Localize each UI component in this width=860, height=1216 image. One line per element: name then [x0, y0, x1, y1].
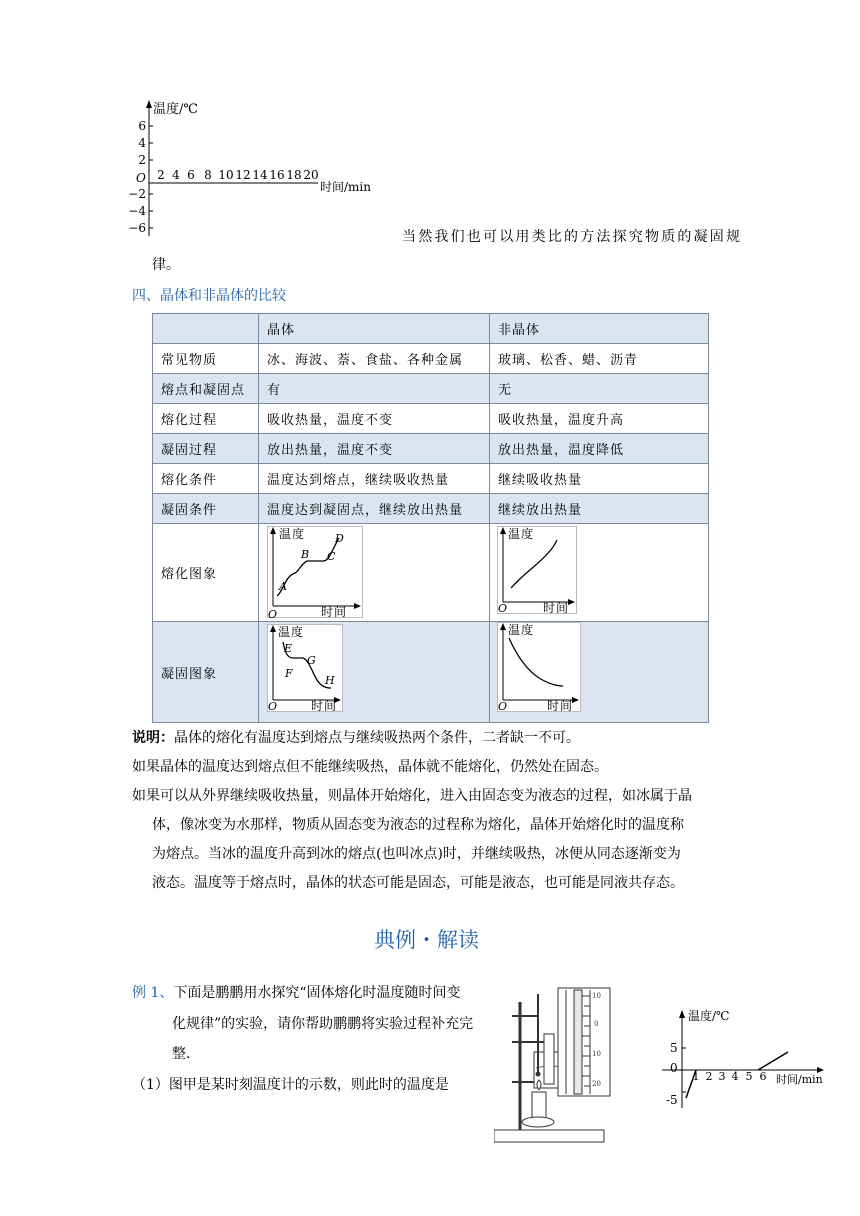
table-cell: 温度达到熔点，继续吸收热量 — [259, 464, 490, 494]
crystal-melting-graph-cell — [259, 524, 490, 622]
x-tick: 1 — [692, 1070, 700, 1083]
y-tick: −2 — [128, 187, 146, 201]
y-tick: 6 — [138, 119, 146, 133]
crystal-solidifying-graph-cell — [259, 622, 490, 723]
table-row — [153, 344, 709, 374]
table-row — [153, 464, 709, 494]
x-tick: 10 — [218, 168, 234, 182]
origin-label: O — [136, 171, 146, 185]
paragraph-2-line: 为熔点。当冰的温度升高到冰的熔点(也叫冰点)时，并继续吸热，冰便从同态逐渐变为 — [152, 846, 681, 862]
point-label: F — [285, 667, 294, 680]
y-tick: −6 — [128, 221, 146, 235]
section-heading: 典例・解读 — [374, 928, 479, 952]
x-tick: 14 — [252, 168, 268, 182]
y-tick: 5 — [670, 1041, 678, 1055]
point-label: C — [327, 550, 337, 563]
table-row-melting-graph — [153, 524, 709, 622]
intro-line-1: 当然我们也可以用类比的方法探究物质的凝固规 — [402, 229, 743, 245]
x-tick: 6 — [759, 1070, 767, 1083]
origin-label: O — [498, 602, 509, 614]
point-label: E — [284, 642, 294, 655]
table-cell: 继续吸收热量 — [490, 464, 709, 494]
x-tick: 12 — [235, 168, 251, 182]
note-text: 晶体的熔化有温度达到熔点与继续吸热两个条件，二者缺一不可。 — [174, 730, 580, 746]
x-tick: 2 — [705, 1070, 713, 1083]
table-row — [153, 374, 709, 404]
y-axis-label: 温度/℃ — [688, 1009, 730, 1023]
amorphous-melting-graph — [497, 526, 577, 614]
temperature-time-graph — [652, 1008, 828, 1112]
table-cell: 熔化条件 — [153, 464, 259, 494]
table-cell: 继续放出热量 — [490, 494, 709, 524]
scale-label: 20 — [592, 1080, 601, 1088]
x-tick: 6 — [187, 168, 195, 182]
temp-label: 温度 — [508, 623, 535, 637]
y-axis-label: 温度/℃ — [153, 102, 198, 117]
origin-label: O — [268, 608, 279, 618]
table-row-solidifying-graph — [153, 622, 709, 723]
x-tick: 4 — [731, 1070, 739, 1083]
lab-apparatus-illustration — [494, 980, 626, 1146]
origin-label: O — [498, 700, 509, 712]
rising-segment-1 — [686, 1070, 696, 1098]
example-text: 下面是鹏鹏用水探究“固体熔化时温度随时间变 — [173, 985, 461, 1001]
table-cell: 熔化图象 — [153, 524, 259, 622]
paragraph-2-line: 如果可以从外界继续吸收热量，则晶体开始熔化，进入由固态变为液态的过程，如冰属于晶 — [132, 788, 692, 804]
crystal-melting-graph — [267, 526, 363, 618]
scale-label: 10 — [592, 992, 601, 1000]
note-label: 说明： — [132, 730, 174, 746]
table-cell: 无 — [490, 374, 709, 404]
x-tick: 8 — [204, 168, 212, 182]
table-cell: 温度达到凝固点，继续放出热量 — [259, 494, 490, 524]
table-cell: 凝固条件 — [153, 494, 259, 524]
x-tick: 2 — [157, 168, 165, 182]
x-tick: 3 — [718, 1070, 726, 1083]
table-cell: 熔点和凝固点 — [153, 374, 259, 404]
paragraph-2-line: 液态。温度等于熔点时，晶体的状态可能是固态，可能是液态，也可能是同液共存态。 — [152, 875, 684, 891]
table-row — [153, 494, 709, 524]
example-line-1 — [132, 983, 461, 1003]
time-label: 时间 — [311, 699, 338, 712]
y-tick: 2 — [138, 153, 146, 167]
table-cell: 熔化过程 — [153, 404, 259, 434]
y-tick: −4 — [128, 204, 146, 218]
crystal-solidifying-graph — [267, 624, 343, 712]
table-cell: 玻璃、松香、蜡、沥青 — [490, 344, 709, 374]
table-cell: 有 — [259, 374, 490, 404]
temp-label: 温度 — [278, 625, 305, 639]
table-cell: 非晶体 — [490, 314, 709, 344]
amorphous-melting-graph-cell — [490, 524, 709, 622]
y-tick: 0 — [670, 1061, 678, 1075]
y-tick: -5 — [666, 1093, 678, 1107]
table-cell: 冰、海波、萘、食盐、各种金属 — [259, 344, 490, 374]
time-label: 时间 — [547, 699, 574, 712]
scale-label: 0 — [594, 1020, 599, 1028]
intro-line-2: 律。 — [152, 257, 180, 273]
time-label: 时间 — [321, 605, 348, 618]
table-row — [153, 434, 709, 464]
amorphous-solidifying-graph — [497, 622, 581, 712]
table-row — [153, 404, 709, 434]
table-cell: 晶体 — [259, 314, 490, 344]
blank-temperature-graph — [128, 96, 388, 242]
table-cell — [153, 314, 259, 344]
temp-label: 温度 — [508, 527, 535, 541]
temp-label: 温度 — [279, 527, 306, 541]
table-cell: 放出热量，温度不变 — [259, 434, 490, 464]
table-cell: 吸收热量，温度不变 — [259, 404, 490, 434]
x-axis-label: 时间/min — [320, 180, 371, 194]
y-tick: 4 — [138, 136, 146, 150]
note — [132, 728, 580, 748]
example-line-3: 整. — [172, 1046, 191, 1062]
amorphous-solidifying-graph-cell — [490, 622, 709, 723]
point-label: H — [325, 674, 336, 687]
x-tick: 5 — [745, 1070, 753, 1083]
table-header-row — [153, 314, 709, 344]
paragraph-1: 如果晶体的温度达到熔点但不能继续吸热，晶体就不能熔化，仍然处在固态。 — [132, 759, 608, 775]
question-1: （1）图甲是某时刻温度计的示数，则此时的温度是 — [132, 1077, 449, 1093]
time-label: 时间 — [543, 601, 570, 614]
point-label: D — [335, 532, 345, 545]
point-label: A — [279, 580, 288, 593]
paragraph-2-line: 体，像冰变为水那样，物质从固态变为液态的过程称为熔化，晶体开始熔化时的温度称 — [152, 817, 684, 833]
example-label: 例 1、 — [132, 985, 174, 1001]
x-tick: 20 — [303, 168, 319, 182]
x-tick: 18 — [286, 168, 302, 182]
scale-label: 10 — [592, 1050, 601, 1058]
point-label: G — [307, 654, 317, 667]
table-cell: 凝固图象 — [153, 622, 259, 723]
origin-label: O — [268, 700, 279, 712]
x-tick: 16 — [269, 168, 285, 182]
x-axis-label: 时间/min — [776, 1073, 823, 1086]
x-tick: 4 — [172, 168, 180, 182]
comparison-table — [152, 313, 709, 723]
table-cell: 吸收热量，温度升高 — [490, 404, 709, 434]
example-line-2: 化规律”的实验，请你帮助鹏鹏将实验过程补充完 — [172, 1016, 474, 1032]
point-label: B — [301, 548, 311, 561]
table-cell: 放出热量，温度降低 — [490, 434, 709, 464]
rising-segment-2 — [758, 1052, 788, 1070]
table-cell: 常见物质 — [153, 344, 259, 374]
section-title: 四、晶体和非晶体的比较 — [132, 288, 286, 304]
table-cell: 凝固过程 — [153, 434, 259, 464]
